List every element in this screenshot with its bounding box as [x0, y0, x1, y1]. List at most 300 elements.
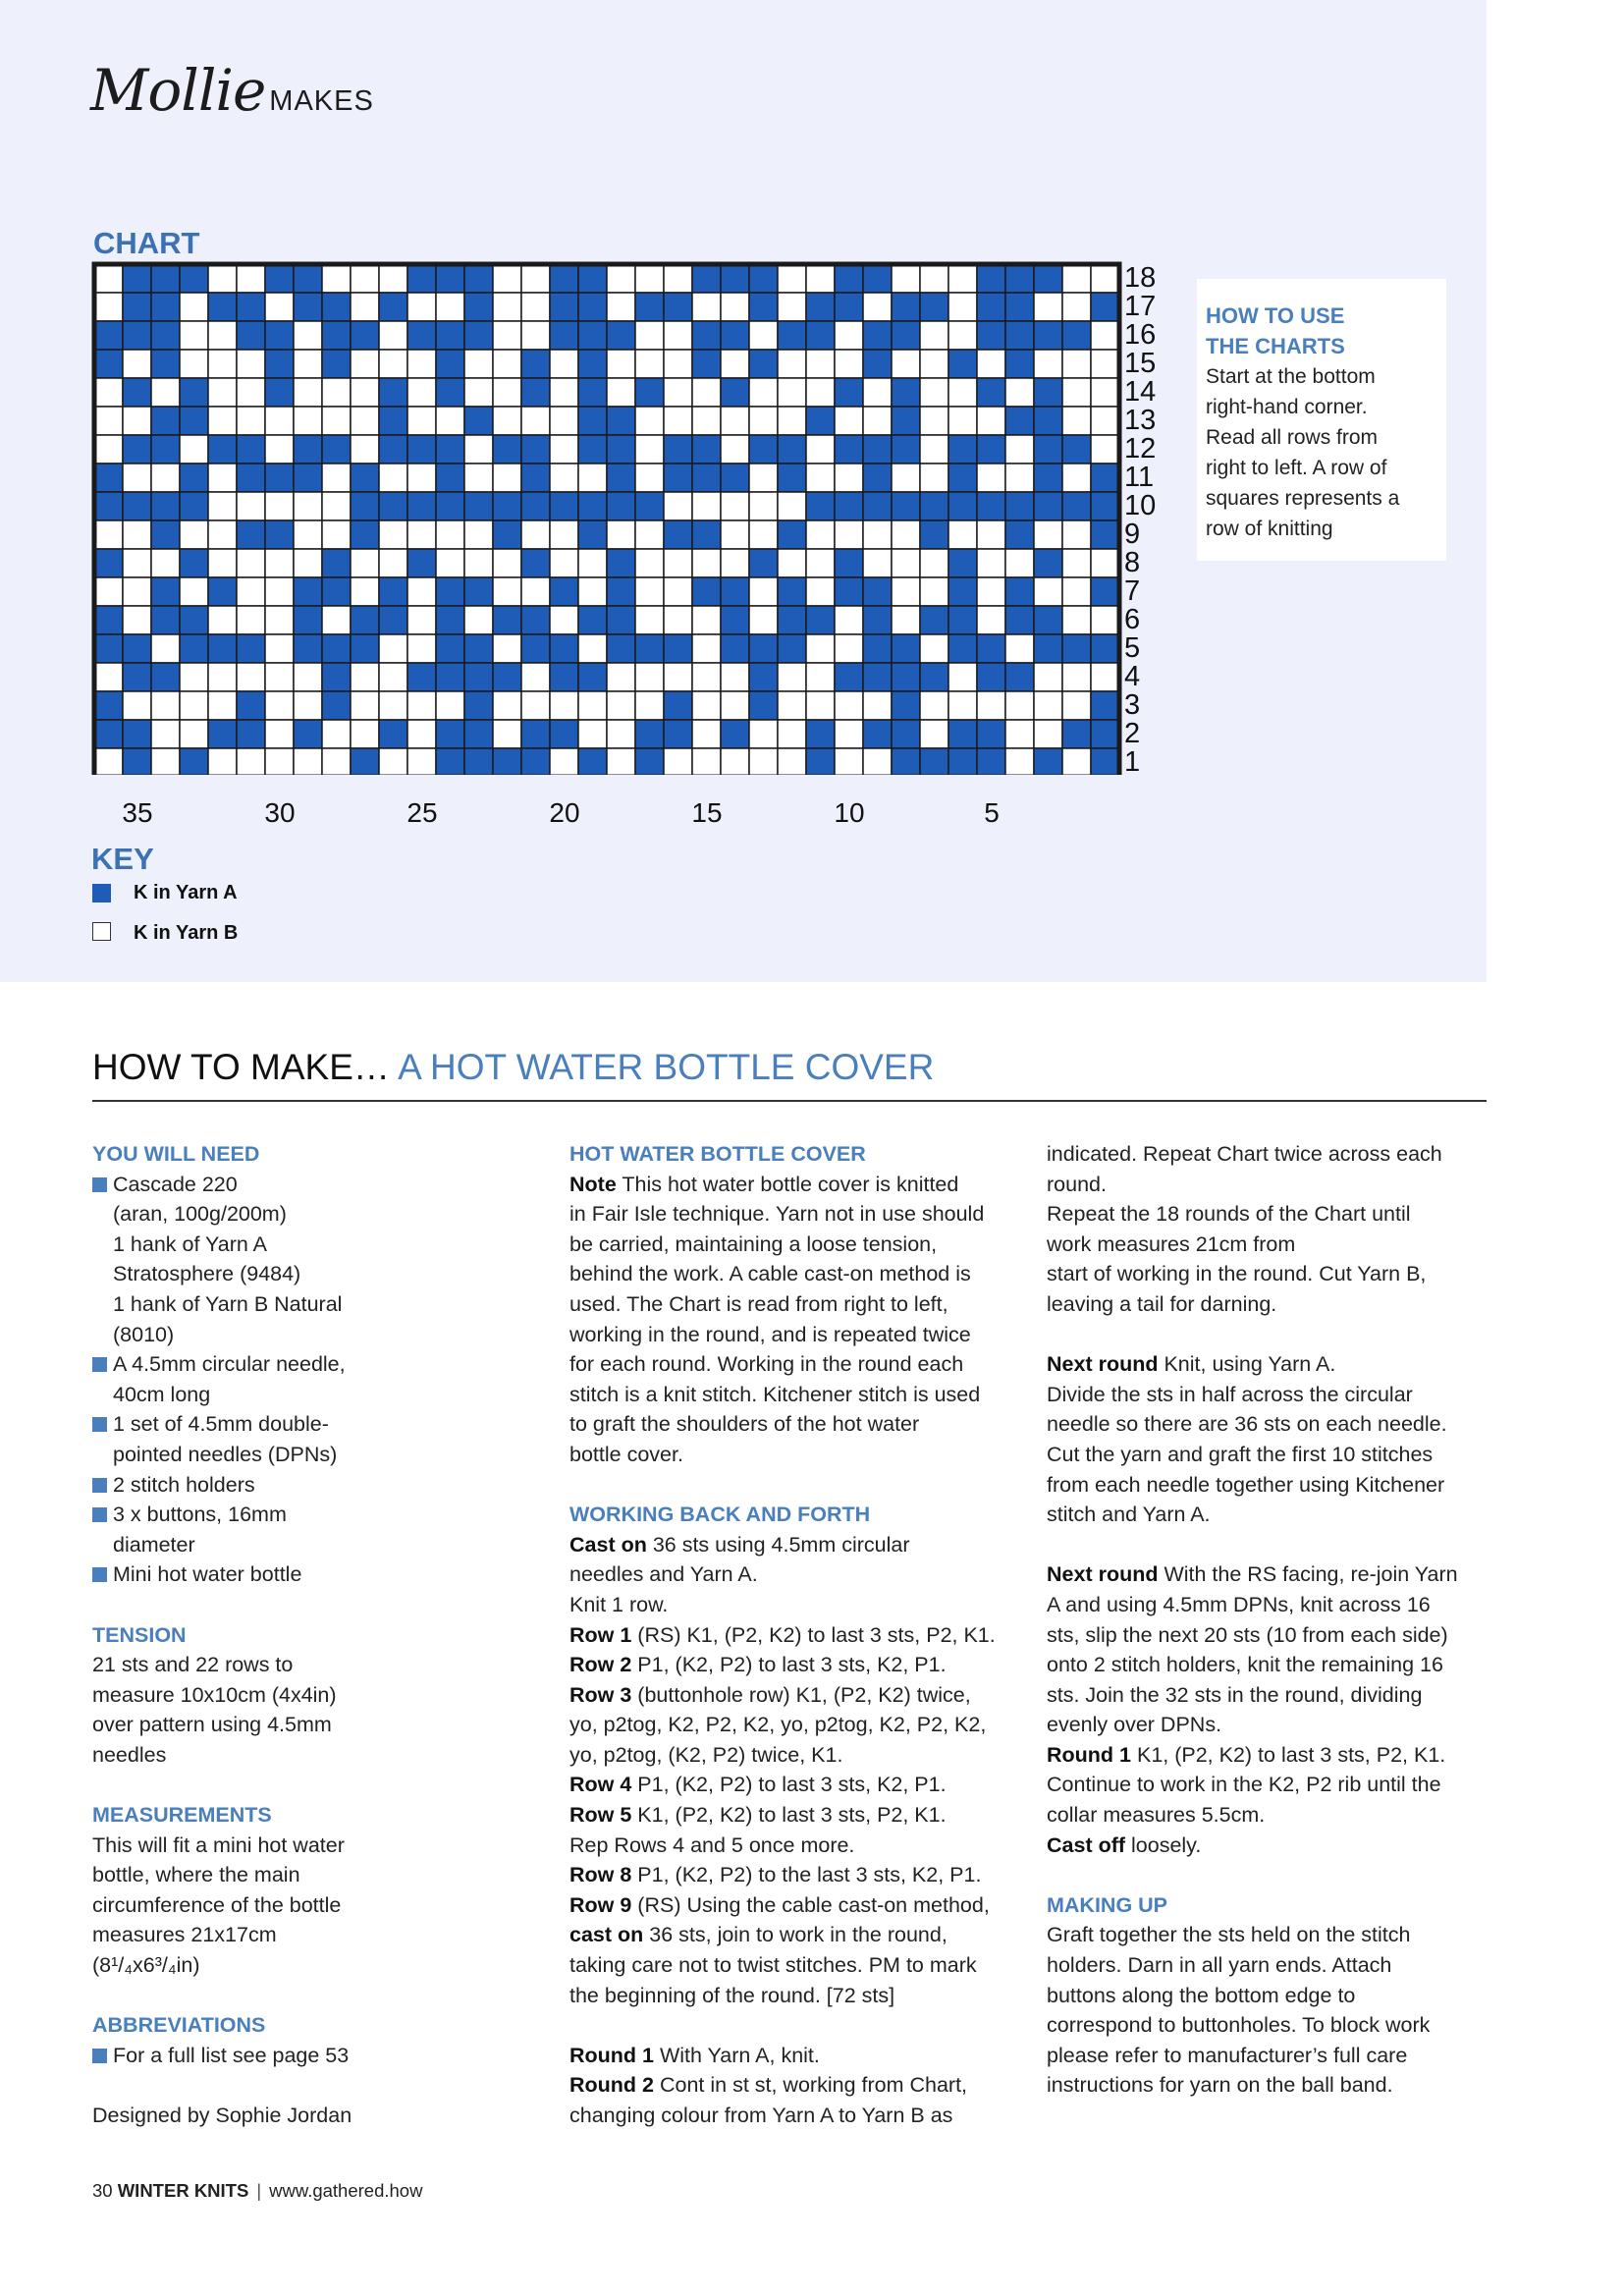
- chart-cell: [407, 634, 436, 663]
- chart-cell: [749, 720, 778, 748]
- chart-cell: [835, 606, 863, 634]
- chart-cell: [806, 606, 835, 634]
- chart-cell: [1091, 464, 1119, 492]
- chart-cell: [322, 293, 351, 321]
- chart-cell: [721, 577, 749, 606]
- chart-cell: [806, 748, 835, 775]
- chart-cell: [208, 321, 237, 350]
- chart-cell: [578, 464, 607, 492]
- chart-cell: [493, 435, 521, 464]
- section-title-prefix: HOW TO MAKE…: [92, 1047, 390, 1087]
- instruction-line: Knit 1 row.: [569, 1592, 669, 1616]
- chart-cell: [265, 293, 294, 321]
- instruction-label: Row 1: [569, 1622, 632, 1647]
- chart-cell: [863, 492, 892, 520]
- chart-cell: [1005, 492, 1034, 520]
- chart-cell: [151, 748, 180, 775]
- instruction-line: instructions for yarn on the ball band.: [1047, 2073, 1393, 2098]
- chart-cell: [151, 577, 180, 606]
- chart-cell: [1091, 407, 1119, 435]
- note-line: behind the work. A cable cast-on method is: [569, 1262, 971, 1286]
- chart-cell: [948, 264, 977, 293]
- chart-cell: [920, 691, 948, 720]
- chart-cell: [351, 691, 379, 720]
- instruction-line: evenly over DPNs.: [1047, 1713, 1222, 1737]
- chart-cell: [407, 464, 436, 492]
- chart-cell: [521, 264, 550, 293]
- chart-cell: [920, 606, 948, 634]
- chart-cell: [1091, 520, 1119, 549]
- need-item-cont: (8010): [113, 1322, 175, 1346]
- note-line: to graft the shoulders of the hot water: [569, 1412, 920, 1437]
- instruction-line: [1047, 1349, 1489, 1380]
- chart-cell: [407, 720, 436, 748]
- instruction-line: leaving a tail for darning.: [1047, 1291, 1277, 1316]
- chart-cell: [778, 691, 806, 720]
- chart-cell: [1005, 577, 1034, 606]
- chart-cell: [208, 606, 237, 634]
- chart-cell: [1062, 492, 1091, 520]
- need-item: 1 set of 4.5mm double-: [92, 1409, 387, 1440]
- chart-cell: [1005, 634, 1034, 663]
- chart-cell: [1062, 350, 1091, 378]
- chart-cell: [265, 350, 294, 378]
- chart-cell: [1062, 634, 1091, 663]
- website-link[interactable]: www.gathered.how: [269, 2180, 423, 2201]
- chart-row-number: 9: [1124, 519, 1141, 550]
- chart-cell: [863, 378, 892, 407]
- chart-heading: CHART: [93, 226, 200, 260]
- chart-cell: [1005, 691, 1034, 720]
- chart-cell: [607, 321, 635, 350]
- instruction-text: Cont in st st, working from Chart,: [654, 2073, 968, 2098]
- chart-cell: [635, 407, 664, 435]
- chart-cell: [806, 549, 835, 577]
- instruction-line: [1047, 1831, 1489, 1861]
- chart-cell: [778, 350, 806, 378]
- chart-cell: [493, 634, 521, 663]
- chart-cell: [436, 492, 464, 520]
- chart-cell: [635, 634, 664, 663]
- chart-cell: [1062, 435, 1091, 464]
- chart-cell: [265, 520, 294, 549]
- chart-cell: [1005, 321, 1034, 350]
- chart-cell: [863, 549, 892, 577]
- instruction-label: Round 1: [569, 2043, 654, 2067]
- chart-cell: [464, 321, 493, 350]
- chart-cell: [664, 407, 692, 435]
- chart-cell: [94, 748, 123, 775]
- instruction-text: loosely.: [1125, 1832, 1202, 1857]
- chart-row-number: 1: [1124, 746, 1141, 778]
- chart-cell: [94, 264, 123, 293]
- chart-cell: [806, 293, 835, 321]
- chart-cell: [379, 321, 407, 350]
- chart-cell: [635, 663, 664, 691]
- chart-cell: [436, 691, 464, 720]
- chart-cell: [1091, 634, 1119, 663]
- instruction-line: taking care not to twist stitches. PM to mark: [569, 1953, 977, 1978]
- chart-cell: [948, 691, 977, 720]
- logo: [90, 57, 374, 124]
- chart-cell: [464, 634, 493, 663]
- chart-cell: [436, 293, 464, 321]
- chart-cell: [692, 350, 721, 378]
- chart-cell: [407, 435, 436, 464]
- chart-cell: [407, 378, 436, 407]
- need-item: A 4.5mm circular needle,: [92, 1349, 387, 1380]
- chart-cell: [322, 549, 351, 577]
- chart-cell: [180, 350, 208, 378]
- chart-cell: [749, 407, 778, 435]
- instruction-label: Round 1: [1047, 1742, 1131, 1767]
- chart-cell: [94, 634, 123, 663]
- chart-cell: [351, 464, 379, 492]
- chart-cell: [749, 350, 778, 378]
- chart-cell: [550, 577, 578, 606]
- chart-cell: [294, 663, 322, 691]
- chart-cell: [208, 577, 237, 606]
- chart-cell: [322, 748, 351, 775]
- chart-cell: [578, 634, 607, 663]
- chart-cell: [493, 520, 521, 549]
- chart-cell: [322, 321, 351, 350]
- instruction-label: Next round: [1047, 1352, 1159, 1377]
- chart-cell: [151, 720, 180, 748]
- chart-cell: [351, 606, 379, 634]
- chart-cell: [778, 577, 806, 606]
- tension-heading: TENSION: [92, 1622, 187, 1647]
- chart-cell: [920, 492, 948, 520]
- chart-cell: [1034, 520, 1062, 549]
- instruction-text: K1, (P2, K2) to last 3 sts, P2, K1.: [1131, 1742, 1446, 1767]
- chart-cell: [265, 435, 294, 464]
- chart-cell: [1005, 606, 1034, 634]
- instruction-text: (RS) K1, (P2, K2) to last 3 sts, P2, K1.: [631, 1622, 996, 1647]
- chart-cell: [322, 464, 351, 492]
- chart-cell: [948, 321, 977, 350]
- chart-cell: [778, 549, 806, 577]
- instruction-line: [569, 2070, 1021, 2101]
- chart-cell: [180, 435, 208, 464]
- chart-cell: [493, 663, 521, 691]
- chart-cell: [237, 520, 265, 549]
- chart-cell: [721, 492, 749, 520]
- chart-cell: [749, 378, 778, 407]
- chart-cell: [265, 407, 294, 435]
- chart-cell: [1034, 492, 1062, 520]
- instruction-text: P1, (K2, P2) to last 3 sts, K2, P1.: [631, 1773, 947, 1797]
- instruction-line: [569, 1920, 1021, 1950]
- chart-cell: [607, 748, 635, 775]
- chart-cell: [892, 321, 920, 350]
- chart-cell: [379, 464, 407, 492]
- chart-cell: [806, 464, 835, 492]
- chart-cell: [265, 378, 294, 407]
- chart-cell: [749, 492, 778, 520]
- chart-cell: [892, 663, 920, 691]
- how-to-use-heading-2: THE CHARTS: [1206, 334, 1345, 358]
- chart-cell: [920, 748, 948, 775]
- chart-cell: [607, 577, 635, 606]
- chart-column-number: 30: [264, 797, 296, 828]
- chart-cell: [948, 464, 977, 492]
- chart-cell: [265, 464, 294, 492]
- chart-cell: [607, 407, 635, 435]
- chart-cell: [664, 378, 692, 407]
- chart-cell: [835, 577, 863, 606]
- how-to-use-line: squares represents a: [1206, 487, 1400, 510]
- chart-cell: [778, 378, 806, 407]
- chart-cell: [407, 293, 436, 321]
- need-item-cont: pointed needles (DPNs): [113, 1442, 338, 1466]
- chart-row-number: 4: [1124, 661, 1141, 692]
- instruction-label: Row 5: [569, 1803, 632, 1828]
- chart-cell: [237, 435, 265, 464]
- chart-cell: [521, 748, 550, 775]
- chart-cell: [379, 691, 407, 720]
- chart-cell: [635, 606, 664, 634]
- chart-cell: [521, 378, 550, 407]
- chart-cell: [493, 748, 521, 775]
- instruction-line: [1047, 1740, 1489, 1771]
- chart-cell: [806, 492, 835, 520]
- chart-cell: [977, 606, 1005, 634]
- chart-cell: [407, 691, 436, 720]
- chart-cell: [123, 720, 151, 748]
- chart-cell: [778, 435, 806, 464]
- chart-cell: [778, 748, 806, 775]
- chart-cell: [151, 293, 180, 321]
- chart-cell: [749, 520, 778, 549]
- chart-cell: [493, 293, 521, 321]
- chart-cell: [237, 350, 265, 378]
- instruction-line: needles and Yarn A.: [569, 1562, 758, 1587]
- chart-cell: [322, 634, 351, 663]
- chart-cell: [294, 378, 322, 407]
- chart-cell: [123, 407, 151, 435]
- chart-cell: [835, 321, 863, 350]
- chart-cell: [94, 720, 123, 748]
- chart-cell: [863, 407, 892, 435]
- chart-cell: [123, 435, 151, 464]
- chart-cell: [835, 549, 863, 577]
- chart-cell: [493, 264, 521, 293]
- chart-row-number: 2: [1124, 718, 1141, 749]
- chart-cell: [351, 435, 379, 464]
- tension-line: 21 sts and 22 rows to: [92, 1653, 294, 1677]
- instruction-line: sts. Join the 32 sts in the round, dividing: [1047, 1682, 1423, 1707]
- chart-cell: [464, 691, 493, 720]
- chart-cell: [180, 264, 208, 293]
- need-item-cont: 1 hank of Yarn A: [113, 1231, 267, 1256]
- chart-cell: [94, 350, 123, 378]
- chart-cell: [664, 264, 692, 293]
- chart-cell: [493, 720, 521, 748]
- chart-cell: [578, 264, 607, 293]
- chart-cell: [208, 520, 237, 549]
- instruction-label: Row 9: [569, 1892, 632, 1917]
- chart-cell: [892, 634, 920, 663]
- chart-cell: [208, 464, 237, 492]
- chart-cell: [521, 663, 550, 691]
- chart-cell: [322, 435, 351, 464]
- chart-cell: [635, 264, 664, 293]
- chart-cell: [806, 264, 835, 293]
- chart-cell: [664, 549, 692, 577]
- chart-cell: [493, 350, 521, 378]
- chart-cell: [322, 691, 351, 720]
- chart-cell: [436, 549, 464, 577]
- chart-cell: [692, 520, 721, 549]
- chart-cell: [407, 350, 436, 378]
- chart-cell: [151, 520, 180, 549]
- chart-cell: [379, 720, 407, 748]
- chart-cell: [721, 520, 749, 549]
- chart-cell: [151, 407, 180, 435]
- chart-cell: [436, 748, 464, 775]
- chart-cell: [351, 378, 379, 407]
- chart-cell: [351, 549, 379, 577]
- how-to-use-box: [1197, 279, 1446, 561]
- chart-cell: [977, 321, 1005, 350]
- chart-cell: [464, 577, 493, 606]
- chart-cell: [692, 634, 721, 663]
- chart-cell: [578, 748, 607, 775]
- chart-cell: [123, 464, 151, 492]
- chart-cell: [180, 720, 208, 748]
- chart-cell: [1034, 293, 1062, 321]
- instruction-line: [569, 1650, 1021, 1680]
- instruction-line: correspond to buttonholes. To block work: [1047, 2013, 1431, 2038]
- chart-cell: [521, 520, 550, 549]
- chart-cell: [892, 378, 920, 407]
- chart-cell: [294, 492, 322, 520]
- back-forth-heading: WORKING BACK AND FORTH: [569, 1503, 871, 1527]
- chart-column-number: 20: [549, 797, 580, 828]
- chart-cell: [1005, 407, 1034, 435]
- chart-cell: [664, 321, 692, 350]
- chart-cell: [835, 663, 863, 691]
- chart-cell: [948, 549, 977, 577]
- chart-cell: [294, 350, 322, 378]
- instruction-line: indicated. Repeat Chart twice across each: [1047, 1142, 1442, 1166]
- chart-cell: [863, 663, 892, 691]
- chart-cell: [180, 663, 208, 691]
- chart-cell: [778, 520, 806, 549]
- chart-cell: [721, 720, 749, 748]
- chart-cell: [749, 606, 778, 634]
- chart-cell: [892, 464, 920, 492]
- chart-cell: [180, 748, 208, 775]
- instruction-text: With Yarn A, knit.: [654, 2043, 820, 2067]
- chart-cell: [1091, 350, 1119, 378]
- chart-cell: [351, 492, 379, 520]
- instruction-line: [569, 2041, 1021, 2071]
- need-item: 2 stitch holders: [92, 1470, 387, 1501]
- chart-cell: [692, 435, 721, 464]
- chart-cell: [948, 606, 977, 634]
- chart-cell: [721, 691, 749, 720]
- chart-cell: [1005, 435, 1034, 464]
- chart-cell: [464, 748, 493, 775]
- chart-cell: [208, 264, 237, 293]
- footer-separator: |: [256, 2180, 262, 2201]
- chart-cell: [692, 748, 721, 775]
- page-number: 30: [92, 2180, 113, 2201]
- chart-cell: [351, 663, 379, 691]
- instruction-line: [569, 1680, 1021, 1711]
- chart-cell: [379, 435, 407, 464]
- chart-cell: [550, 464, 578, 492]
- chart-cell: [806, 407, 835, 435]
- chart-cell: [1091, 577, 1119, 606]
- chart-cell: [664, 577, 692, 606]
- note-line: in Fair Isle technique. Yarn not in use should: [569, 1202, 985, 1227]
- chart-cell: [180, 492, 208, 520]
- chart-cell: [521, 464, 550, 492]
- how-to-use-line: right-hand corner.: [1206, 396, 1368, 418]
- chart-cell: [692, 492, 721, 520]
- chart-cell: [721, 293, 749, 321]
- chart-cell: [436, 663, 464, 691]
- chart-cell: [920, 264, 948, 293]
- chart-cell: [550, 663, 578, 691]
- chart-cell: [778, 407, 806, 435]
- chart-cell: [948, 378, 977, 407]
- note-line: working in the round, and is repeated twice: [569, 1322, 971, 1346]
- chart-cell: [208, 407, 237, 435]
- chart-cell: [123, 663, 151, 691]
- chart-row-number: 7: [1124, 575, 1141, 607]
- instruction-text: (buttonhole row) K1, (P2, K2) twice,: [631, 1682, 971, 1707]
- instruction-line: Rep Rows 4 and 5 once more.: [569, 1832, 855, 1857]
- chart-cell: [1062, 549, 1091, 577]
- instruction-line: round.: [1047, 1172, 1107, 1196]
- chart-cell: [294, 549, 322, 577]
- note-line: [569, 1170, 1021, 1200]
- chart-cell: [920, 520, 948, 549]
- chart-cell: [607, 264, 635, 293]
- chart-cell: [379, 520, 407, 549]
- chart-cell: [521, 720, 550, 748]
- chart-cell: [351, 264, 379, 293]
- chart-cell: [550, 549, 578, 577]
- chart-cell: [692, 549, 721, 577]
- chart-cell: [607, 663, 635, 691]
- chart-cell: [351, 293, 379, 321]
- chart-cell: [892, 293, 920, 321]
- chart-cell: [237, 293, 265, 321]
- chart-cell: [1034, 464, 1062, 492]
- chart-cell: [977, 520, 1005, 549]
- chart-cell: [835, 350, 863, 378]
- instruction-line: [569, 1800, 1021, 1831]
- chart-cell: [778, 663, 806, 691]
- chart-cell: [550, 720, 578, 748]
- chart-cell: [464, 378, 493, 407]
- chart-cell: [892, 350, 920, 378]
- chart-cell: [664, 606, 692, 634]
- chart-column-number: 35: [122, 797, 153, 828]
- chart-cell: [835, 378, 863, 407]
- chart-column-number: 15: [691, 797, 723, 828]
- chart-cell: [436, 378, 464, 407]
- chart-cell: [436, 606, 464, 634]
- chart-cell: [806, 350, 835, 378]
- chart-cell: [464, 520, 493, 549]
- instruction-line: Divide the sts in half across the circular: [1047, 1382, 1413, 1406]
